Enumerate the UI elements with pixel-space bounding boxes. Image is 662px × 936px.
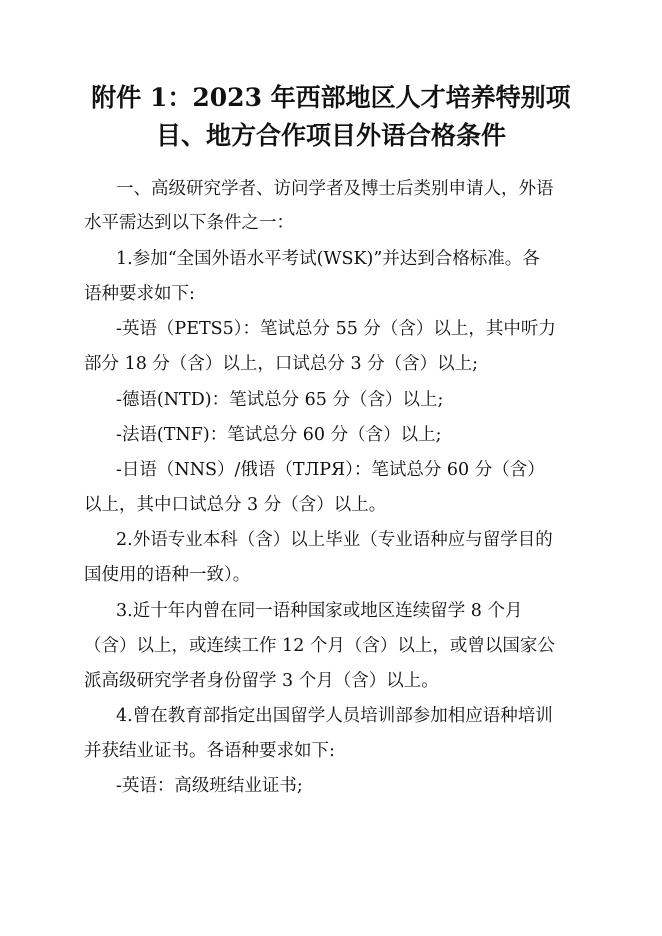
item-2-line-2: 国使用的语种一致）。 [84,565,251,585]
german-requirement: -德语(NTD)：笔试总分 65 分（含）以上; [116,390,444,410]
section-heading-line-2: 水平需达到以下条件之一： [84,213,294,233]
item-1-line-1: 1.参加“全国外语水平考试(WSK)”并达到合格标准。各 [116,249,540,269]
item-3-line-3: 派高级研究学者身份留学 3 个月（含）以上。 [84,671,439,691]
item-2-line-1: 2.外语专业本科（含）以上毕业（专业语种应与留学目的 [116,530,553,550]
english-training-requirement: -英语：高级班结业证书; [116,776,303,796]
japanese-russian-requirement-line-1: -日语（NNS）/俄语（ТЛРЯ）：笔试总分 60 分（含） [116,460,545,480]
item-4-line-1: 4.曾在教育部指定出国留学人员培训部参加相应语种培训 [116,706,553,726]
item-1-line-2: 语种要求如下: [84,284,195,304]
item-3-line-1: 3.近十年内曾在同一语种国家或地区连续留学 8 个月 [116,601,523,621]
japanese-russian-requirement-line-2: 以上，其中口试总分 3 分（含）以上。 [84,495,387,515]
english-requirement-line-2: 部分 18 分（含）以上，口试总分 3 分（含）以上; [84,354,479,374]
english-requirement-line-1: -英语（PETS5）：笔试总分 55 分（含）以上，其中听力 [116,319,556,339]
document-title-line-2: 目、地方合作项目外语合格条件 [155,121,506,150]
section-heading-line-1: 一、高级研究学者、访问学者及博士后类别申请人，外语 [116,179,554,199]
document-title-line-1: 附件 1：2023 年西部地区人才培养特别项 [91,83,571,112]
item-3-line-2: （含）以上，或连续工作 12 个月（含）以上，或曾以国家公 [84,636,555,656]
french-requirement: -法语(TNF)：笔试总分 60 分（含）以上; [116,425,442,445]
item-4-line-2: 并获结业证书。各语种要求如下: [84,741,335,761]
